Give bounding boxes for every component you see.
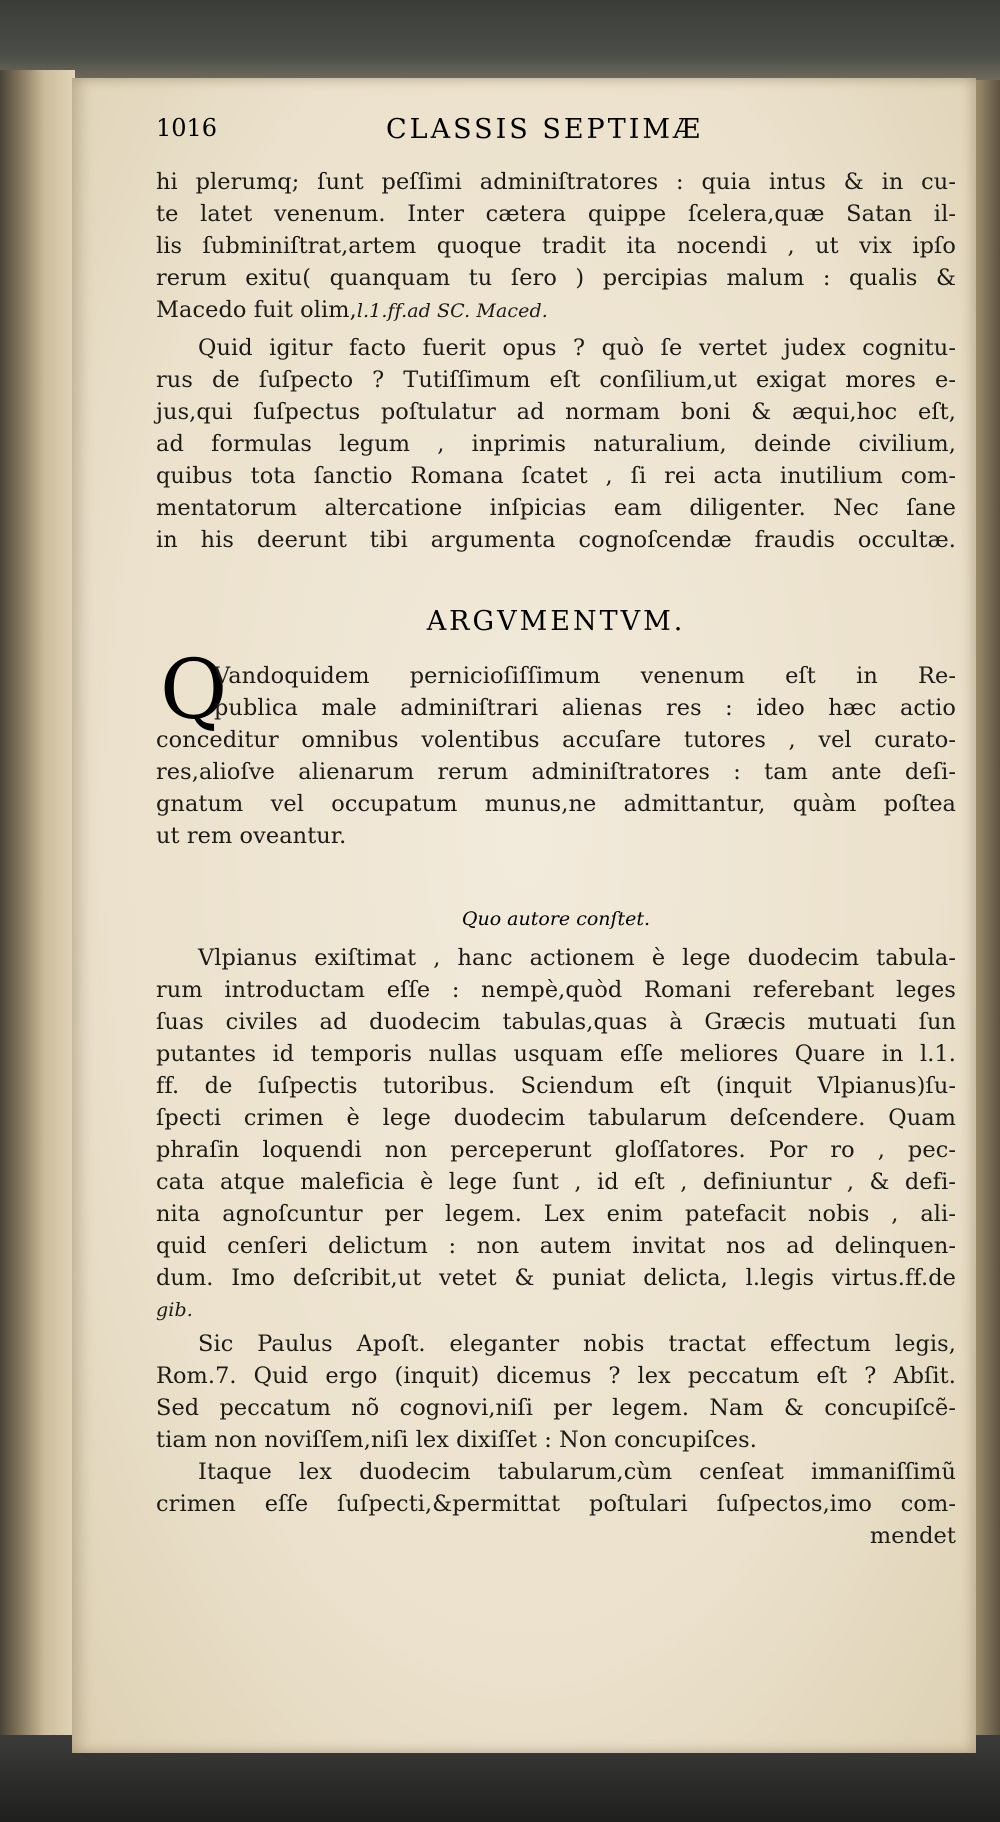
text-line: Sed peccatum nõ cognovi,niſi per legem. Nam & concupiſcẽ- <box>156 1395 956 1421</box>
text-line: rerum exitu( quanquam tu ſero ) percipias malum : qualis & <box>156 265 956 291</box>
text-line: Rom.7. Quid ergo (inquit) dicemus ? lex peccatum eſt ? Abſit. <box>156 1363 956 1389</box>
page-number: 1016 <box>156 114 218 142</box>
book-page <box>72 78 976 1753</box>
text-line: Vlpianus exiſtimat , hanc actionem è lege duodecim tabula- <box>198 945 956 971</box>
text-line: gib. <box>156 1299 193 1321</box>
text-line: dum. Imo deſcribit,ut vetet & puniat delicta, l.legis virtus.ff.de <box>156 1265 956 1291</box>
argumentum-heading: ARGVMENTVM. <box>426 606 686 637</box>
book-top-edge <box>0 0 1000 80</box>
quo-autore-paragraph <box>156 942 956 1326</box>
text-line <box>156 294 956 326</box>
text-line: in his deerunt tibi argumenta cognoſcendæ fraudis occultæ. <box>156 527 956 553</box>
left-page-edges <box>0 70 75 1760</box>
text-segment: Macedo fuit olim, <box>156 297 357 323</box>
text-line: publica male adminiſtrari alienas res : ideo hæc actio <box>214 695 956 721</box>
drop-cap-initial: Q <box>160 643 228 738</box>
text-line: res,alioſve alienarum rerum adminiſtratores : tam ante deſi- <box>156 759 956 785</box>
page-header <box>156 114 956 154</box>
text-line: ff. de ſuſpectis tutoribus. Sciendum eſt (inquit Vlpianus)ſu- <box>156 1073 956 1099</box>
text-line: Itaque lex duodecim tabularum,cùm cenſeat immaniſſimũ <box>198 1459 956 1485</box>
text-line: Vandoquidem pernicioſiſſimum venenum eſt in Re- <box>214 663 956 689</box>
text-line: conceditur omnibus volentibus accuſare tutores , vel curato- <box>156 727 956 753</box>
text-line: crimen eſſe ſuſpecti,&permittat poſtulari ſuſpectos,imo com- <box>156 1491 956 1517</box>
text-line: Sic Paulus Apoſt. eleganter nobis tractat effectum legis, <box>198 1331 956 1357</box>
text-line: nita agnoſcuntur per legem. Lex enim patefacit nobis , ali- <box>156 1201 956 1227</box>
quo-autore-heading: Quo autore conſtet. <box>461 908 651 930</box>
text-line: mentatorum altercatione inſpicias eam diligenter. Nec ſane <box>156 495 956 521</box>
text-line: rum introductam eſſe : nempè,quòd Romani referebant leges <box>156 977 956 1003</box>
text-line: ſuas civiles ad duodecim tabulas,quas à Græcis mutuati ſun <box>156 1009 956 1035</box>
paragraph-judex <box>156 332 956 556</box>
text-line: ſpecti crimen è lege duodecim tabularum deſcendere. Quam <box>156 1105 956 1131</box>
text-line: te latet venenum. Inter cætera quippe ſcelera,quæ Satan il- <box>156 201 956 227</box>
text-line: phraſin loquendi non perceperunt gloſſatores. Por ro , pec- <box>156 1137 956 1163</box>
running-head: CLASSIS SEPTIMÆ <box>386 114 704 145</box>
argumentum-paragraph <box>156 660 956 852</box>
text-line: Quid igitur facto fuerit opus ? quò ſe vertet judex cognitu- <box>198 335 956 361</box>
text-line: rus de ſuſpecto ? Tutiſſimum eſt conſilium,ut exigat mores e- <box>156 367 956 393</box>
text-line: ut rem oveantur. <box>156 823 347 849</box>
text-line: putantes id temporis nullas usquam eſſe meliores Quare in l.1. <box>156 1041 956 1067</box>
paulus-paragraph <box>156 1328 956 1552</box>
catchword: mendet <box>869 1523 956 1549</box>
text-line: lis ſubminiſtrat,artem quoque tradit ita nocendi , ut vix ipſo <box>156 233 956 259</box>
text-line: jus,qui ſuſpectus poſtulatur ad normam boni & æqui,hoc eſt, <box>156 399 956 425</box>
legal-citation: l.1.ff.ad SC. Maced. <box>356 300 548 322</box>
text-line: cata atque maleficia è lege ſunt , id eſt , definiuntur , & defi- <box>156 1169 956 1195</box>
text-line: ad formulas legum , inprimis naturalium, deinde civilium, <box>156 431 956 457</box>
text-line: quibus tota ſanctio Romana ſcatet , ſi rei acta inutilium com- <box>156 463 956 489</box>
text-line: tiam non noviſſem,niſi lex dixiſſet : Non concupiſces. <box>156 1427 757 1453</box>
text-line: gnatum vel occupatum munus,ne admittantur, quàm poſtea <box>156 791 956 817</box>
text-line: quid cenſeri delictum : non autem invitat nos ad delinquen- <box>156 1233 956 1259</box>
paragraph-continuation <box>156 166 956 326</box>
text-line: hi plerumq; ſunt peſſimi adminiſtratores : quia intus & in cu- <box>156 169 956 195</box>
